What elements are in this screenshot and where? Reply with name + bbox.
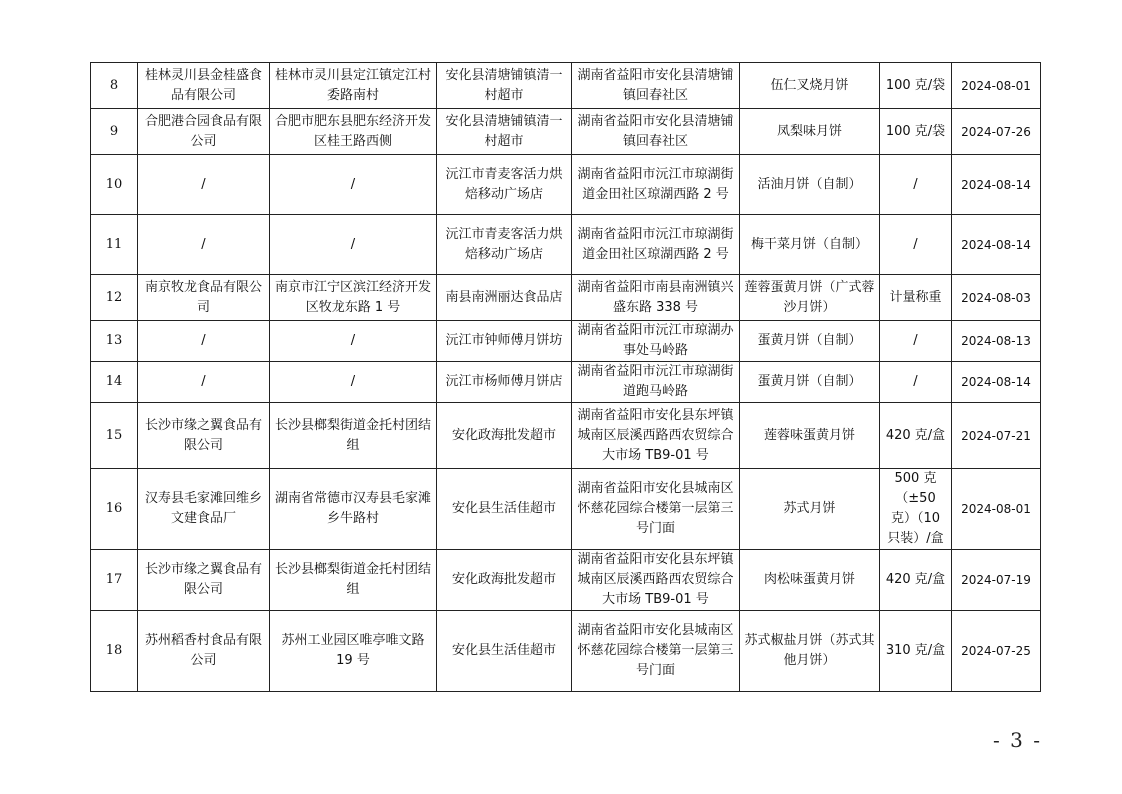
- table-row: [91, 469, 1041, 550]
- specification-cell: /: [880, 215, 952, 275]
- row-number: 17: [91, 550, 138, 611]
- specification-cell: 500 克（±50 克）（10 只装）/盒: [880, 469, 952, 550]
- table-row: [91, 550, 1041, 611]
- product-name-cell: 莲蓉蛋黄月饼（广式蓉沙月饼）: [740, 275, 880, 321]
- manufacturer-address-cell: /: [270, 215, 437, 275]
- seller-address-cell: 湖南省益阳市沅江市琼湖街道金田社区琼湖西路 2 号: [572, 215, 740, 275]
- seller-address-cell: 湖南省益阳市沅江市琼湖街道金田社区琼湖西路 2 号: [572, 155, 740, 215]
- specification-cell: 420 克/盒: [880, 550, 952, 611]
- specification-cell: 100 克/袋: [880, 109, 952, 155]
- product-name-cell: 凤梨味月饼: [740, 109, 880, 155]
- manufacturer-address-cell: 湖南省常德市汉寿县毛家滩乡牛路村: [270, 469, 437, 550]
- manufacturer-cell: 苏州稻香村食品有限公司: [138, 611, 270, 692]
- row-number: 11: [91, 215, 138, 275]
- manufacturer-address-cell: /: [270, 155, 437, 215]
- specification-cell: 计量称重: [880, 275, 952, 321]
- production-date-cell: 2024-08-14: [952, 215, 1041, 275]
- page-number: - 3 -: [993, 728, 1042, 752]
- seller-cell: 沅江市钟师傅月饼坊: [437, 321, 572, 362]
- manufacturer-address-cell: 长沙县榔梨街道金托村团结组: [270, 403, 437, 469]
- seller-address-cell: 湖南省益阳市安化县东坪镇城南区辰溪西路西农贸综合大市场 TB9-01 号: [572, 403, 740, 469]
- manufacturer-address-cell: 长沙县榔梨街道金托村团结组: [270, 550, 437, 611]
- product-name-cell: 蛋黄月饼（自制）: [740, 362, 880, 403]
- production-date-cell: 2024-07-26: [952, 109, 1041, 155]
- seller-address-cell: 湖南省益阳市安化县城南区怀慈花园综合楼第一层第三号门面: [572, 611, 740, 692]
- product-name-cell: 苏式月饼: [740, 469, 880, 550]
- table-row: [91, 155, 1041, 215]
- production-date-cell: 2024-08-01: [952, 469, 1041, 550]
- row-number: 8: [91, 63, 138, 109]
- manufacturer-cell: /: [138, 215, 270, 275]
- product-name-cell: 苏式椒盐月饼（苏式其他月饼）: [740, 611, 880, 692]
- seller-cell: 沅江市杨师傅月饼店: [437, 362, 572, 403]
- manufacturer-cell: 南京牧龙食品有限公司: [138, 275, 270, 321]
- seller-address-cell: 湖南省益阳市南县南洲镇兴盛东路 338 号: [572, 275, 740, 321]
- table-row: [91, 611, 1041, 692]
- row-number: 13: [91, 321, 138, 362]
- specification-cell: 310 克/盒: [880, 611, 952, 692]
- table-row: [91, 403, 1041, 469]
- seller-cell: 安化县清塘铺镇清一村超市: [437, 109, 572, 155]
- row-number: 12: [91, 275, 138, 321]
- product-name-cell: 肉松味蛋黄月饼: [740, 550, 880, 611]
- production-date-cell: 2024-07-25: [952, 611, 1041, 692]
- manufacturer-address-cell: 桂林市灵川县定江镇定江村委路南村: [270, 63, 437, 109]
- production-date-cell: 2024-08-01: [952, 63, 1041, 109]
- row-number: 10: [91, 155, 138, 215]
- row-number: 18: [91, 611, 138, 692]
- manufacturer-cell: 汉寿县毛家滩回维乡文建食品厂: [138, 469, 270, 550]
- product-name-cell: 莲蓉味蛋黄月饼: [740, 403, 880, 469]
- seller-cell: 沅江市青麦客活力烘焙移动广场店: [437, 215, 572, 275]
- table-row: [91, 362, 1041, 403]
- specification-cell: 100 克/袋: [880, 63, 952, 109]
- seller-cell: 南县南洲丽达食品店: [437, 275, 572, 321]
- manufacturer-cell: /: [138, 362, 270, 403]
- product-name-cell: 梅干菜月饼（自制）: [740, 215, 880, 275]
- production-date-cell: 2024-07-19: [952, 550, 1041, 611]
- specification-cell: /: [880, 321, 952, 362]
- product-name-cell: 伍仁叉烧月饼: [740, 63, 880, 109]
- seller-address-cell: 湖南省益阳市安化县城南区怀慈花园综合楼第一层第三号门面: [572, 469, 740, 550]
- seller-cell: 安化县生活佳超市: [437, 469, 572, 550]
- manufacturer-cell: /: [138, 321, 270, 362]
- production-date-cell: 2024-08-14: [952, 155, 1041, 215]
- manufacturer-address-cell: 合肥市肥东县肥东经济开发区桂王路西侧: [270, 109, 437, 155]
- row-number: 16: [91, 469, 138, 550]
- manufacturer-address-cell: 南京市江宁区滨江经济开发区牧龙东路 1 号: [270, 275, 437, 321]
- seller-address-cell: 湖南省益阳市沅江市琼湖办事处马岭路: [572, 321, 740, 362]
- seller-cell: 安化县生活佳超市: [437, 611, 572, 692]
- specification-cell: /: [880, 362, 952, 403]
- seller-cell: 沅江市青麦客活力烘焙移动广场店: [437, 155, 572, 215]
- manufacturer-address-cell: /: [270, 362, 437, 403]
- table-row: [91, 109, 1041, 155]
- manufacturer-cell: 桂林灵川县金桂盛食品有限公司: [138, 63, 270, 109]
- production-date-cell: 2024-08-14: [952, 362, 1041, 403]
- row-number: 14: [91, 362, 138, 403]
- table-row: [91, 215, 1041, 275]
- manufacturer-address-cell: 苏州工业园区唯亭唯文路 19 号: [270, 611, 437, 692]
- seller-address-cell: 湖南省益阳市安化县东坪镇城南区辰溪西路西农贸综合大市场 TB9-01 号: [572, 550, 740, 611]
- seller-cell: 安化县清塘铺镇清一村超市: [437, 63, 572, 109]
- product-name-cell: 活油月饼（自制）: [740, 155, 880, 215]
- manufacturer-address-cell: /: [270, 321, 437, 362]
- production-date-cell: 2024-08-13: [952, 321, 1041, 362]
- row-number: 15: [91, 403, 138, 469]
- table-row: [91, 275, 1041, 321]
- seller-address-cell: 湖南省益阳市安化县清塘铺镇回春社区: [572, 63, 740, 109]
- production-date-cell: 2024-07-21: [952, 403, 1041, 469]
- manufacturer-cell: 合肥港合园食品有限公司: [138, 109, 270, 155]
- seller-cell: 安化政海批发超市: [437, 403, 572, 469]
- seller-cell: 安化政海批发超市: [437, 550, 572, 611]
- table-row: [91, 321, 1041, 362]
- production-date-cell: 2024-08-03: [952, 275, 1041, 321]
- product-name-cell: 蛋黄月饼（自制）: [740, 321, 880, 362]
- specification-cell: 420 克/盒: [880, 403, 952, 469]
- seller-address-cell: 湖南省益阳市安化县清塘铺镇回春社区: [572, 109, 740, 155]
- sample-table: [90, 62, 1041, 692]
- manufacturer-cell: 长沙市缘之翼食品有限公司: [138, 403, 270, 469]
- specification-cell: /: [880, 155, 952, 215]
- table-row: [91, 63, 1041, 109]
- row-number: 9: [91, 109, 138, 155]
- manufacturer-cell: 长沙市缘之翼食品有限公司: [138, 550, 270, 611]
- manufacturer-cell: /: [138, 155, 270, 215]
- seller-address-cell: 湖南省益阳市沅江市琼湖街道跑马岭路: [572, 362, 740, 403]
